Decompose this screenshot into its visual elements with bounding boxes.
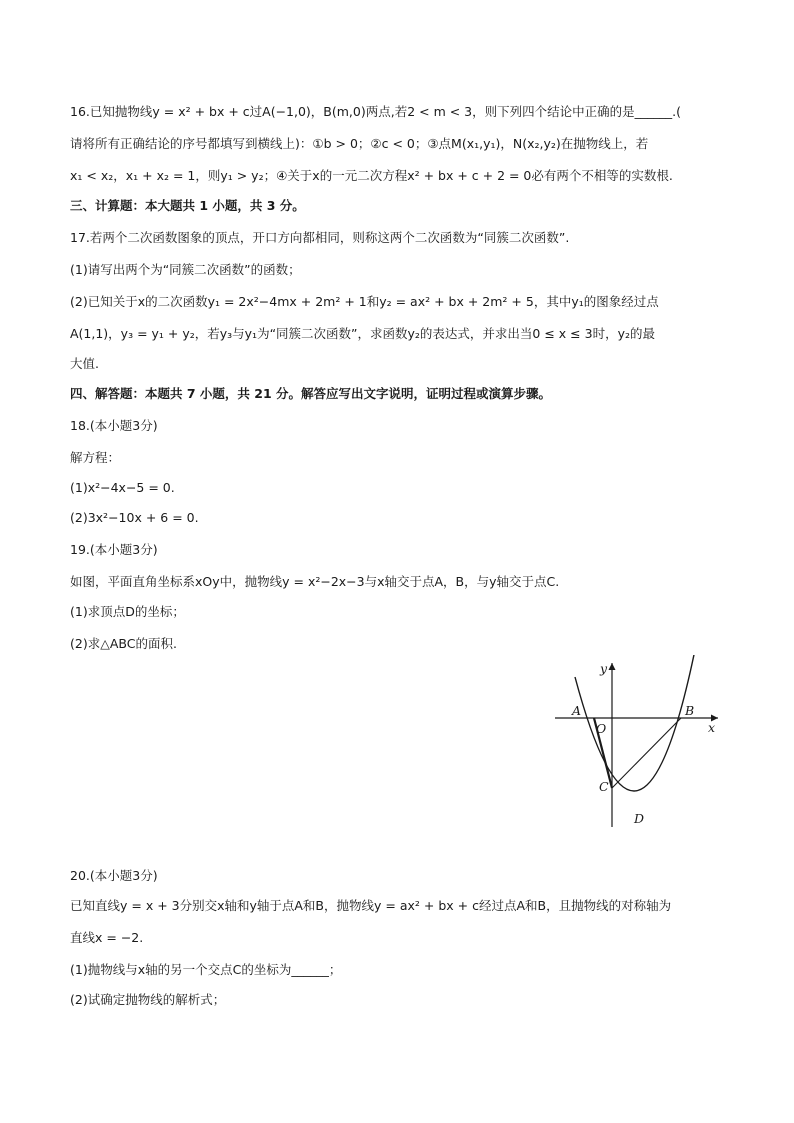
axis-y-label: y (600, 661, 608, 676)
text-line: A(1,1)，y₃ = y₁ + y₂，若y₃与y₁为“同簇二次函数”，求函数y₂的表达式，并求出当0 ≤ x ≤ 3时，y₂的最 (70, 326, 655, 341)
point-a-label: A (572, 703, 582, 718)
point-b-label: B (685, 703, 695, 718)
text-line: (2)求△ABC的面积. (70, 636, 177, 651)
text-line: 请将所有正确结论的序号都填写到横线上)：①b > 0；②c < 0；③点M(x₁,y₁)，N(x₂,y₂)在抛物线上，若 (70, 136, 649, 151)
text-line: 19.(本小题3分) (70, 542, 158, 557)
text-line: (2)试确定抛物线的解析式； (70, 992, 226, 1007)
text-line: 18.(本小题3分) (70, 418, 158, 433)
section-heading: 四、解答题：本题共 7 小题，共 21 分。解答应写出文字说明，证明过程或演算步骤。 (70, 386, 552, 401)
section-heading: 三、计算题：本大题共 1 小题，共 3 分。 (70, 198, 305, 213)
text-line: (1)x²−4x−5 = 0. (70, 480, 175, 495)
parabola-diagram (550, 655, 730, 833)
text-line: (1)求顶点D的坐标； (70, 604, 185, 619)
text-line: x₁ < x₂，x₁ + x₂ = 1，则y₁ > y₂；④关于x的一元二次方程x² + bx + c + 2 = 0必有两个不相等的实数根. (70, 168, 673, 183)
text-line: (2)已知关于x的二次函数y₁ = 2x²−4mx + 2m² + 1和y₂ = ax² + bx + 2m² + 5，其中y₁的图象经过点 (70, 294, 659, 309)
parabola-curve (575, 655, 696, 791)
point-d-label: D (634, 811, 645, 826)
segment-bc (612, 718, 681, 788)
text-line: 17.若两个二次函数图象的顶点，开口方向都相同，则称这两个二次函数为“同簇二次函数”. (70, 230, 570, 245)
axis-x-label: x (708, 720, 716, 735)
text-line: (2)3x²−10x + 6 = 0. (70, 510, 199, 525)
origin-label: O (596, 721, 607, 736)
text-line: 解方程： (70, 450, 121, 465)
text-line: (1)请写出两个为“同簇二次函数”的函数； (70, 262, 301, 277)
text-line: 直线x = −2. (70, 930, 144, 945)
text-line: 16.已知抛物线y = x² + bx + c过A(−1,0)，B(m,0)两点,若2 < m < 3，则下列四个结论中正确的是______.( (70, 104, 681, 119)
text-line: (1)抛物线与x轴的另一个交点C的坐标为______； (70, 962, 342, 977)
parabola-figure (550, 655, 730, 833)
text-line: 已知直线y = x + 3分别交x轴和y轴于点A和B，抛物线y = ax² + bx + c经过点A和B，且抛物线的对称轴为 (70, 898, 672, 913)
point-c-label: C (599, 779, 609, 794)
text-line: 20.(本小题3分) (70, 868, 158, 883)
text-line: 如图，平面直角坐标系xOy中，抛物线y = x²−2x−3与x轴交于点A，B，与y轴交于点C. (70, 574, 560, 589)
text-line: 大值. (70, 356, 99, 371)
